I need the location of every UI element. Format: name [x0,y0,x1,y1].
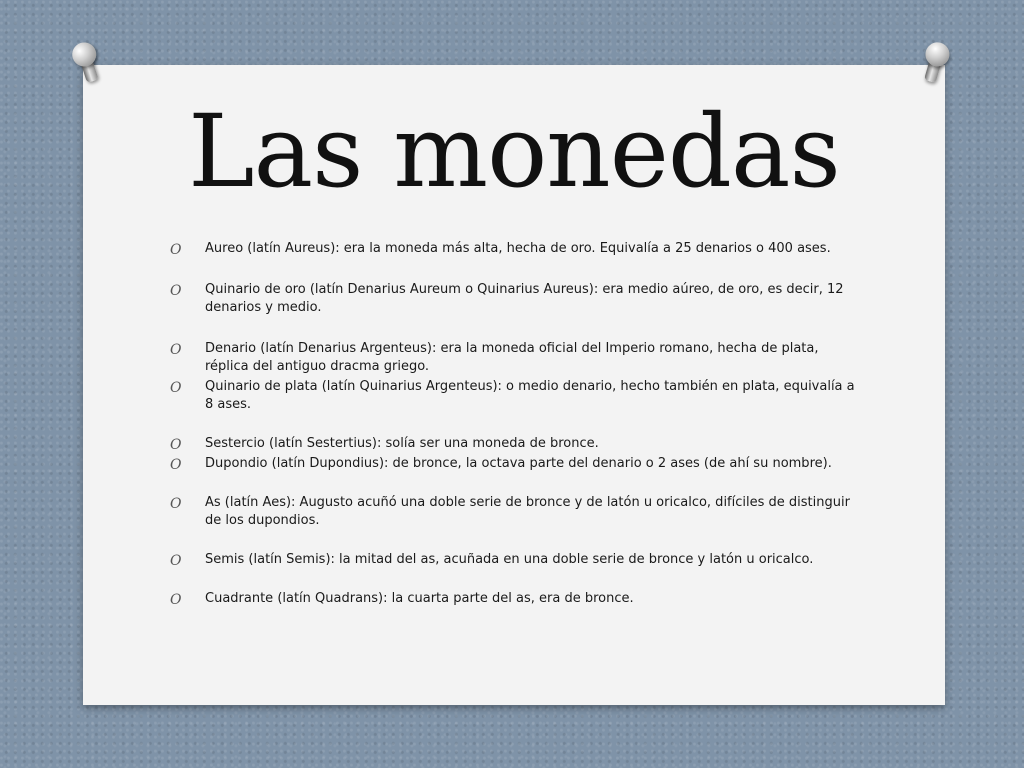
bullet-as [170,494,860,530]
bullet-sestercio [170,435,860,453]
bullet-text: Semis (latín Semis): la mitad del as, acuñada en una doble serie de bronce y latón u oricalco. [205,552,814,567]
slide-title: Las monedas [188,93,840,210]
bullet-dupondio [170,455,860,473]
bullet-text: Dupondio (latín Dupondius): de bronce, la octava parte del denario o 2 ases (de ahí su nombre). [205,456,832,471]
bullet-quinario-oro [170,281,860,317]
bullet-text: Cuadrante (latín Quadrans): la cuarta parte del as, era de bronce. [205,591,634,606]
bullet-aureo [170,240,860,258]
bullet-marker-icon: O [170,283,182,299]
bullet-list [170,240,860,608]
bullet-text: As (latín Aes): Augusto acuñó una doble serie de bronce y de latón u oricalco, difíciles de distinguir de los dupondios. [205,495,850,528]
bullet-semis [170,551,860,569]
bullet-marker-icon: O [170,380,182,396]
bullet-text: Quinario de plata (latín Quinarius Argenteus): o medio denario, hecho también en plata, equivalía a 8 ases. [205,379,855,412]
bullet-marker-icon: O [170,553,182,569]
bullet-marker-icon: O [170,457,182,473]
bullet-marker-icon: O [170,437,182,453]
bullet-marker-icon: O [170,592,182,608]
bullet-quinario-plata [170,378,860,414]
bullet-text: Aureo (latín Aureus): era la moneda más alta, hecha de oro. Equivalía a 25 denarios o 400 ases. [205,241,831,256]
bullet-marker-icon: O [170,242,182,258]
bullet-marker-icon: O [170,342,182,358]
bullet-text: Sestercio (latín Sestertius): solía ser una moneda de bronce. [205,436,599,451]
bullet-text: Denario (latín Denarius Argenteus): era la moneda oficial del Imperio romano, hecha de plata, réplica del antiguo dracma griego. [205,341,819,374]
bullet-cuadrante [170,590,860,608]
bullet-denario [170,340,860,376]
bullet-text: Quinario de oro (latín Denarius Aureum o Quinarius Aureus): era medio aúreo, de oro, es decir, 12 denarios y medio. [205,282,844,315]
bullet-marker-icon: O [170,496,182,512]
pushpin-icon [913,38,957,88]
